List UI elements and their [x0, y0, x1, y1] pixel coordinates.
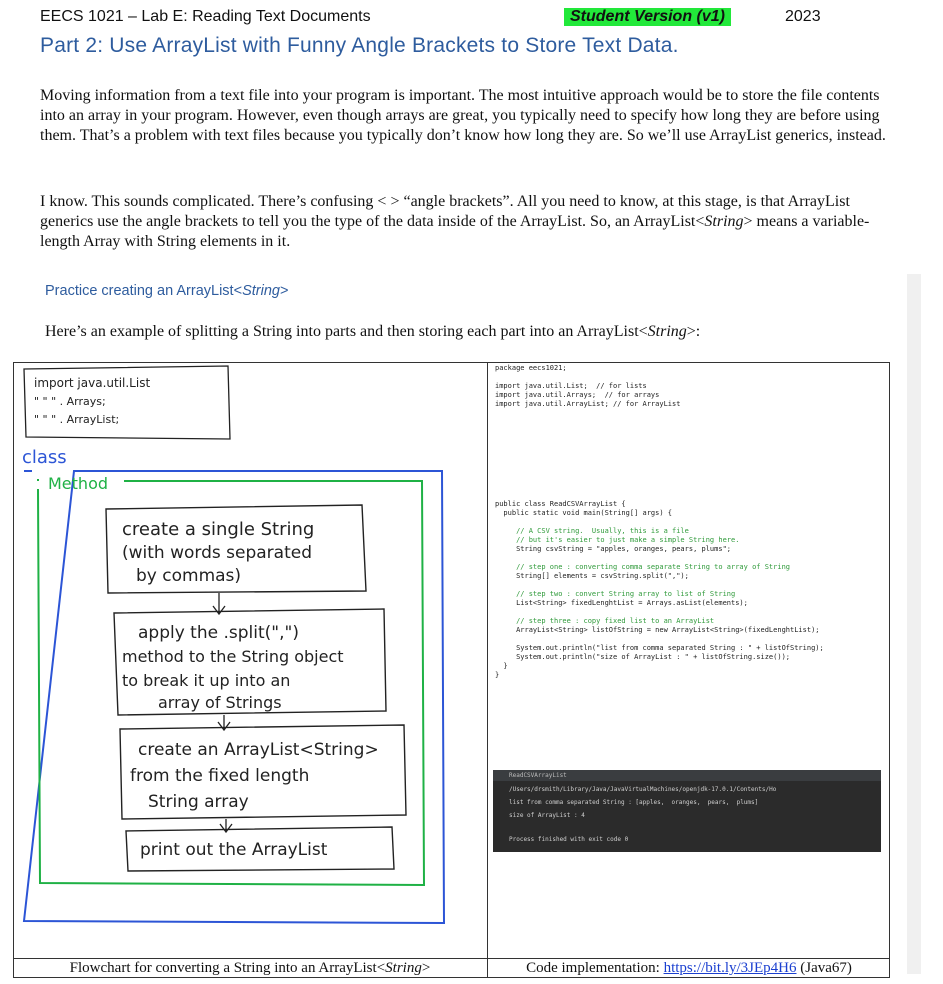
code-line: System.out.println("size of ArrayList : " + listOfString.size()); — [495, 653, 791, 661]
console-line: /Users/drsmith/Library/Java/JavaVirtualMachines/openjdk-17.0.1/Contents/Ho — [509, 786, 777, 793]
class-label: class — [22, 447, 67, 468]
code-line: import java.util.List; // for lists — [495, 382, 647, 390]
code-line: ArrayList<String> listOfString = new ArrayList<String>(fixedLenghtList); — [495, 626, 820, 634]
intro-text: Here’s an example of splitting a String into parts and then storing each part into an ArrayList< — [45, 323, 648, 340]
code-line — [495, 373, 680, 382]
figure-divider — [487, 362, 488, 978]
code-line: String csvString = "apples, oranges, pears, plums"; — [495, 545, 732, 553]
code-line: List<String> fixedLenghtList = Arrays.asList(elements); — [495, 599, 748, 607]
intro-italic: String — [647, 323, 687, 340]
code-caption-end: (Java67) — [796, 960, 852, 976]
flowchart-caption-italic: String — [385, 960, 422, 976]
code-caption-text: Code implementation: — [526, 960, 664, 976]
code-line: } — [495, 671, 500, 679]
flowchart-caption-text: Flowchart for converting a String into an ArrayList< — [69, 960, 386, 976]
intro-sentence — [45, 323, 700, 341]
step-2-line-3: to break it up into an — [122, 671, 291, 690]
flowchart-drawing — [14, 363, 486, 957]
step-3-line-1: create an ArrayList<String> — [138, 740, 379, 760]
console-line: list from comma separated String : [apples, oranges, pears, plums] — [509, 799, 759, 806]
code-comment: // A CSV string. Usually, this is a file — [495, 527, 689, 535]
code-line: import java.util.Arrays; // for arrays — [495, 391, 660, 399]
step-4-line-1: print out the ArrayList — [140, 840, 328, 860]
paragraph-2-italic: String — [704, 213, 744, 230]
step-2-line-1: apply the .split(",") — [138, 623, 299, 643]
version-badge: Student Version (v1) — [564, 8, 731, 26]
code-line — [495, 554, 824, 563]
import-line-3: " " " . ArrayList; — [34, 413, 120, 426]
code-line: String[] elements = csvString.split(","); — [495, 572, 689, 580]
course-title: EECS 1021 – Lab E: Reading Text Documents — [40, 8, 371, 25]
code-line: public static void main(String[] args) { — [495, 509, 673, 517]
step-3-line-2: from the fixed length — [130, 766, 310, 786]
code-line: public class ReadCSVArrayList { — [495, 500, 626, 508]
paragraph-2-end: > means a variable-length Array with String elements in it. — [40, 213, 870, 250]
caption-separator — [13, 958, 890, 959]
step-1-line-2: (with words separated — [122, 543, 312, 563]
code-line: import java.util.ArrayList; // for ArrayList — [495, 400, 681, 408]
intro-end: >: — [686, 323, 701, 340]
year-label: 2023 — [785, 8, 821, 25]
code-line: System.out.println("list from comma separated String : " + listOfString); — [495, 644, 824, 652]
console-line: size of ArrayList : 4 — [509, 812, 585, 819]
code-caption — [488, 960, 890, 977]
paragraph-2-text: I know. This sounds complicated. There’s confusing < > “angle brackets”. All you need to know, at this stage, is that ArrayList generics use the angle brackets to tell you the type of the data inside of the ArrayList. So, an ArrayList< — [40, 193, 850, 230]
import-line-2: " " " . Arrays; — [34, 395, 106, 408]
code-line — [495, 518, 824, 527]
subheading — [45, 283, 288, 299]
code-imports — [495, 364, 680, 409]
code-line — [495, 581, 824, 590]
flowchart-caption — [13, 960, 487, 977]
flowchart-caption-end: > — [421, 960, 431, 976]
subheading-text: Practice creating an ArrayList< — [45, 283, 243, 299]
subheading-end: > — [279, 283, 289, 299]
code-line: } — [495, 662, 508, 670]
paragraph-2 — [40, 192, 898, 252]
step-2-line-2: method to the String object — [122, 647, 344, 666]
page-edge-strip — [907, 274, 921, 974]
code-comment: // step three : copy fixed list to an ArrayList — [495, 617, 715, 625]
code-line: package eecs1021; — [495, 364, 567, 372]
code-comment: // step one : converting comma separate String to array of String — [495, 563, 791, 571]
code-comment: // but it's easier to just make a simple String here. — [495, 536, 740, 544]
code-line — [495, 608, 824, 617]
paragraph-1: Moving information from a text file into your program is important. The most intuitive approach would be to store the file contents into an array in your program. However, even though arrays are great, you typically need to specify how long they are before using them. That’s a problem with text files because you typically don’t know how long they are. So we’ll use ArrayList generics, instead. — [40, 87, 886, 144]
section-title: Part 2: Use ArrayList with Funny Angle Brackets to Store Text Data. — [40, 34, 679, 57]
run-console — [493, 770, 881, 852]
step-3-line-3: String array — [148, 792, 249, 812]
code-comment: // step two : convert String array to list of String — [495, 590, 736, 598]
method-label: Method — [48, 474, 109, 493]
code-main — [495, 500, 824, 680]
import-line-1: import java.util.List — [34, 376, 151, 390]
step-1-line-1: create a single String — [122, 519, 315, 540]
console-tab[interactable]: ReadCSVArrayList — [493, 770, 881, 781]
console-line: Process finished with exit code 0 — [509, 836, 629, 843]
step-1-line-3: by commas) — [136, 566, 242, 586]
code-source-link[interactable]: https://bit.ly/3JEp4H6 — [663, 960, 797, 976]
step-2-line-4: array of Strings — [158, 693, 282, 712]
document-header — [40, 8, 883, 30]
subheading-italic: String — [242, 283, 280, 299]
code-line — [495, 635, 824, 644]
